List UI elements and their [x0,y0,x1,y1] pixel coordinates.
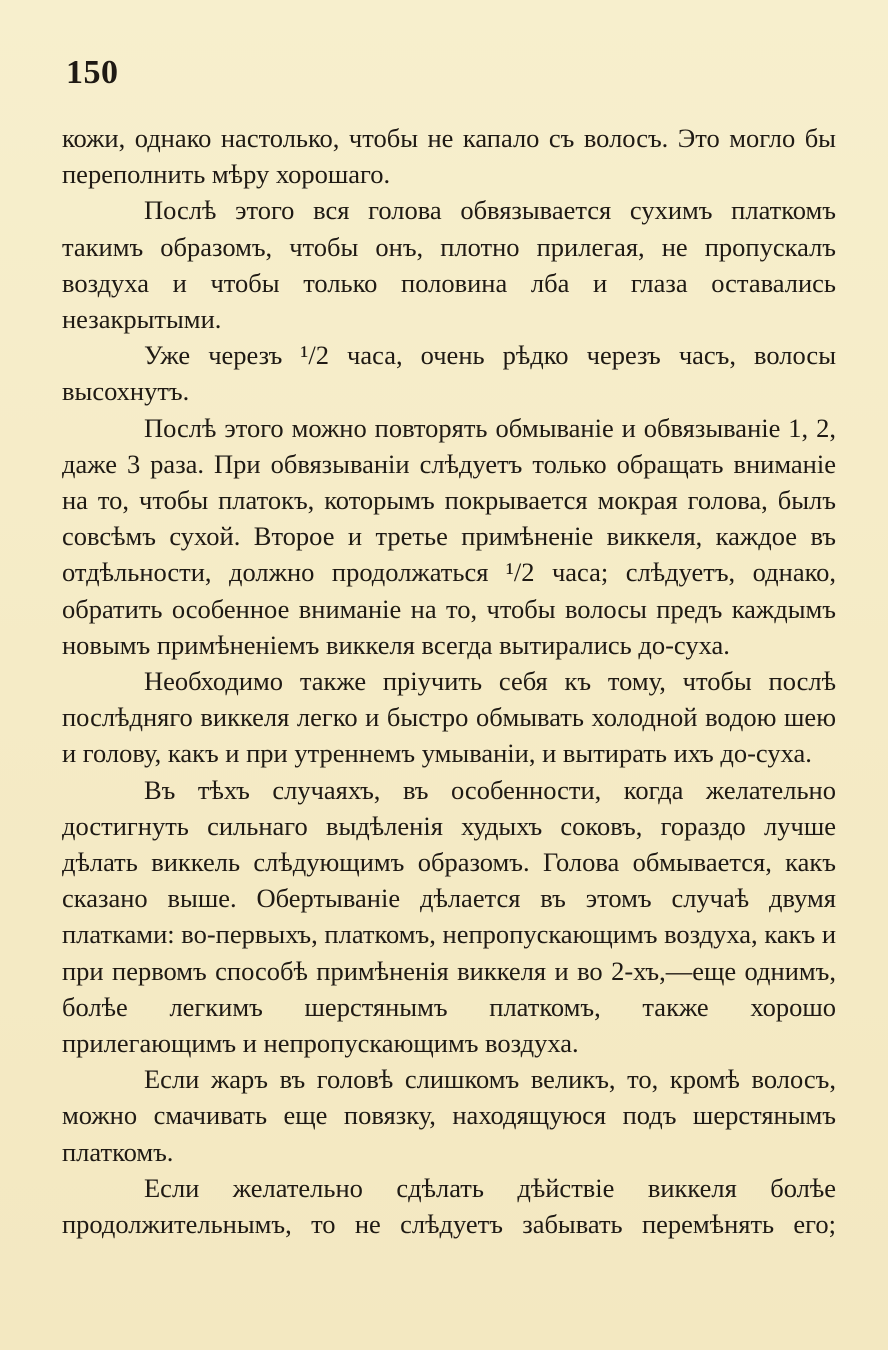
paragraph-4: Послѣ этого можно повторять обмываніе и обвязываніе 1, 2, даже 3 раза. При обвязываніи слѣдуетъ только обращать вниманіе на то, чтобы платокъ, которымъ покрывается мокрая голова, былъ совсѣмъ сухой. Второе и третье примѣненіе виккеля, каждое въ отдѣльности, должно продолжаться ¹/2 часа; слѣдуетъ, однако, обратить особенное вниманіе на то, чтобы волосы предъ каждымъ новымъ примѣненіемъ виккеля всегда вытирались до-суха. [62,412,836,660]
paragraph-8: Если желательно сдѣлать дѣйствіе виккеля болѣе продолжительнымъ, то не слѣдуетъ забывать перемѣнять его; [62,1172,836,1240]
paragraph-1: кожи, однако настолько, чтобы не капало съ волосъ. Это могло бы переполнить мѣру хорошаго. [62,123,836,190]
page-number: 150 [66,54,119,91]
paragraph-5: Необходимо также пріучить себя къ тому, чтобы послѣ послѣдняго виккеля легко и быстро обмывать холодной водою шею и голову, какъ и при утреннемъ умываніи, и вытирать ихъ до-суха. [62,666,836,769]
body-text [62,120,836,1242]
paragraph-3: Уже черезъ ¹/2 часа, очень рѣдко черезъ часъ, волосы высохнутъ. [62,340,836,407]
paragraph-2: Послѣ этого вся голова обвязывается сухимъ платкомъ такимъ образомъ, чтобы онъ, плотно прилегая, не пропускалъ воздуха и чтобы только половина лба и глаза оставались незакрытыми. [62,195,836,335]
paragraph-7: Если жаръ въ головѣ слишкомъ великъ, то, кромѣ волосъ, можно смачивать еще повязку, находящуюся подъ шерстянымъ платкомъ. [62,1064,836,1167]
paragraph-6: Въ тѣхъ случаяхъ, въ особенности, когда желательно достигнуть сильнаго выдѣленія худыхъ соковъ, гораздо лучше дѣлать виккель слѣдующимъ образомъ. Голова обмывается, какъ сказано выше. Обертываніе дѣлается въ этомъ случаѣ двумя платками: во-первыхъ, платкомъ, непропускающимъ воздуха, какъ и при первомъ способѣ примѣненія виккеля и во 2-хъ,—еще однимъ, болѣе легкимъ шерстянымъ платкомъ, также хорошо прилегающимъ и непропускающимъ воздуха. [62,774,836,1059]
